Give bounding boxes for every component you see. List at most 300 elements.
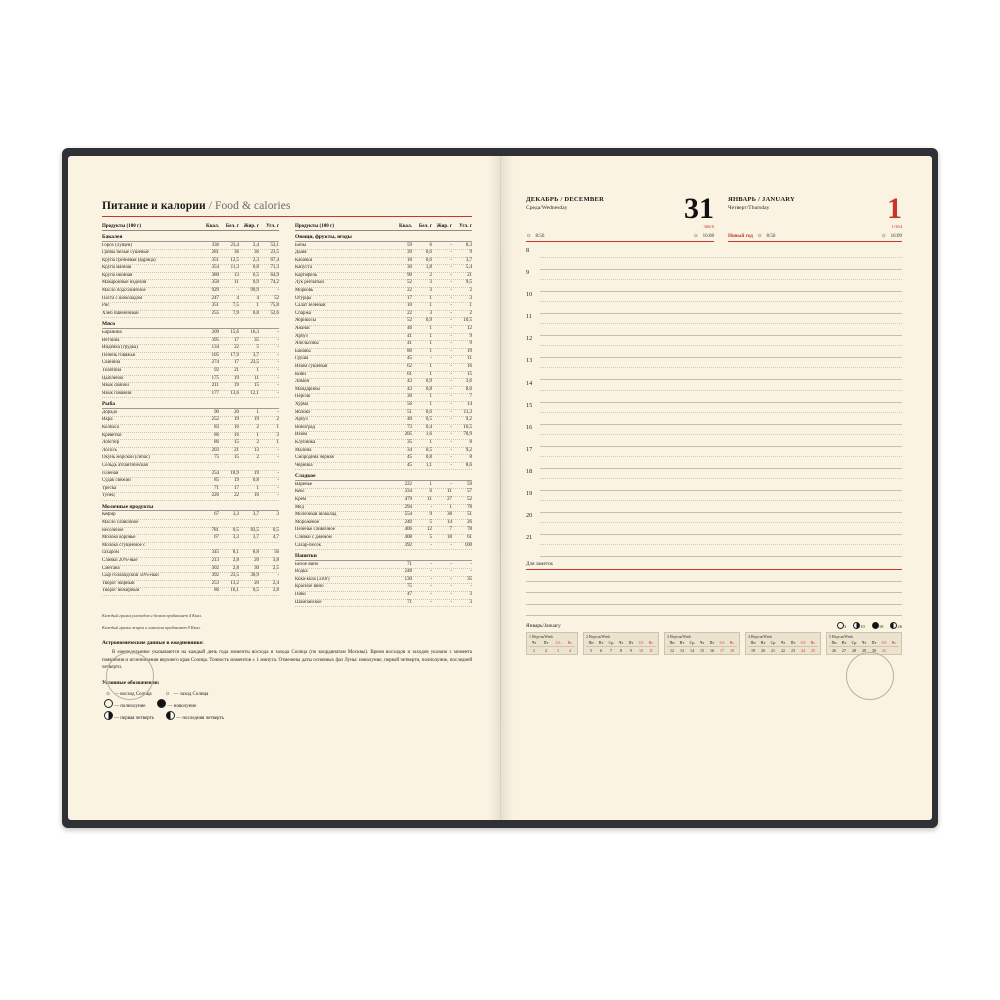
table-row: [295, 535, 472, 543]
cell-fat: 4: [256, 295, 259, 301]
cell-name: Изюм сушеный: [295, 364, 328, 369]
cell-protein: 16: [234, 432, 239, 438]
cell-kkal: 281: [211, 250, 219, 256]
table-row: [102, 280, 279, 288]
cell-fat: -: [450, 462, 452, 468]
hour-writing-lines[interactable]: [540, 268, 902, 290]
week-day[interactable]: 29: [862, 647, 866, 653]
week-day[interactable]: 5: [590, 647, 592, 653]
week-dow: Пт: [871, 639, 877, 645]
moon-legend-item: [872, 622, 884, 629]
cell-carb: -: [277, 383, 279, 389]
table-row: [102, 330, 279, 338]
cell-kkal: 45: [407, 462, 412, 468]
cell-name: Молоко сгущенное с: [102, 542, 146, 548]
cell-carb: 2,4: [272, 580, 279, 586]
notes-line[interactable]: [526, 582, 902, 594]
cell-kkal: 22: [407, 288, 412, 294]
cell-name: Хурма: [295, 401, 309, 407]
cell-kkal: 90: [407, 272, 412, 278]
cell-carb: 61: [467, 534, 472, 540]
table-row: [295, 243, 472, 251]
cell-carb: 10,5: [463, 318, 472, 324]
cell-fat: -: [450, 401, 452, 407]
week-day[interactable]: 30: [872, 647, 876, 653]
cell-protein: 0,6: [425, 409, 432, 415]
hour-writing-lines[interactable]: [540, 423, 902, 445]
day-right-fraction: 1/364: [891, 224, 902, 229]
hour-label: 15: [526, 401, 533, 409]
cell-fat: -: [450, 409, 452, 415]
hour-label: 9: [526, 269, 530, 277]
hour-row[interactable]: [526, 423, 902, 445]
table-row: [102, 573, 279, 581]
hour-writing-lines[interactable]: [540, 445, 902, 467]
table-row: [295, 543, 472, 551]
cell-fat: -: [450, 394, 452, 400]
week-day[interactable]: 9: [630, 647, 632, 653]
page-title-ru: Питание и калории: [102, 200, 206, 212]
week-dow: Пн: [669, 639, 675, 645]
cell-carb: 16,5: [463, 424, 472, 430]
hour-row[interactable]: [526, 312, 902, 334]
week-day[interactable]: 24: [801, 647, 805, 653]
cell-name: Икра: [102, 417, 113, 423]
week-day[interactable]: 13: [680, 647, 684, 653]
food-tables: [102, 224, 472, 607]
cell-fat: -: [450, 310, 452, 316]
cell-name: Бананы: [295, 348, 311, 354]
cell-protein: 1,8: [425, 265, 432, 271]
table-row: [102, 566, 279, 574]
first-quarter-icon: [102, 711, 114, 723]
astro-text: В еженедельнике указываются на каждый день года моменты восхода и захода Солнца (по координатам Москвы). Время восходов и заходов указано с момента появления и исчезновения верхнего края Солнца. Точность моментов ± 1 минута. Отмечены даты основных фаз Луны: новолуние, первой четверти, полнолуние, последней четверти.: [102, 650, 472, 671]
cell-name: Капуста: [295, 265, 312, 271]
cell-fat: -: [450, 288, 452, 294]
cell-name: Дорадо: [102, 409, 118, 415]
cell-carb: 35: [467, 576, 472, 582]
week-day[interactable]: 4: [569, 647, 571, 653]
cell-carb: 9: [469, 333, 472, 339]
week-label: 5 Неделя/Week: [829, 634, 854, 639]
hour-writing-lines[interactable]: [540, 334, 902, 356]
cell-kkal: 75: [407, 584, 412, 590]
hour-row[interactable]: [526, 511, 902, 533]
week-day[interactable]: 18: [730, 647, 734, 653]
cell-fat: [239, 520, 259, 527]
table-row: [102, 440, 279, 448]
cell-name: Тунец: [102, 493, 115, 499]
day-left-number: 31: [684, 192, 714, 225]
cell-kkal: 22: [407, 310, 412, 316]
table-row: [102, 288, 279, 296]
cell-fat: 11: [447, 489, 452, 495]
week-day[interactable]: 6: [600, 647, 602, 653]
cell-protein: 19: [234, 375, 239, 381]
week-day[interactable]: 15: [700, 647, 704, 653]
week-day[interactable]: 2: [545, 647, 547, 653]
note-line-2: Каждый грамм жиров и алкоголя прибавляет 9 Ккал.: [102, 625, 201, 631]
week-day[interactable]: 12: [670, 647, 674, 653]
cell-fat: 3,7: [252, 352, 259, 358]
cell-name: Крупа манная: [102, 265, 131, 271]
table-row: [295, 288, 472, 296]
cell-carb: -: [277, 470, 279, 476]
cell-name: Рис: [102, 303, 110, 309]
cell-carb: -: [277, 447, 279, 453]
cell-carb: 56: [274, 550, 279, 556]
cell-fat: 2,4: [252, 242, 259, 248]
hour-row[interactable]: [526, 268, 902, 290]
cell-name: Молочный шоколад: [295, 512, 337, 518]
week-day-row[interactable]: [529, 646, 575, 653]
hour-writing-lines[interactable]: [540, 467, 902, 489]
cell-kkal: 253: [211, 580, 219, 586]
hour-writing-lines[interactable]: [540, 511, 902, 533]
week-day[interactable]: 27: [842, 647, 846, 653]
table-row: [295, 455, 472, 463]
legend-item: [162, 692, 209, 697]
cell-protein: [219, 520, 239, 527]
cell-fat: 1: [256, 432, 259, 438]
cell-protein: 0,5: [425, 447, 432, 453]
cell-name: Салат зеленый: [295, 303, 326, 309]
hour-writing-lines[interactable]: [540, 379, 902, 401]
table-row: [102, 493, 279, 501]
cell-name: Креветки: [102, 432, 122, 438]
cell-kkal: 274: [211, 360, 219, 366]
cell-carb: 71,3: [270, 265, 279, 271]
week-day-row[interactable]: [667, 646, 737, 653]
cell-protein: 1: [429, 295, 432, 301]
hour-writing-lines[interactable]: [540, 401, 902, 423]
hour-writing-lines[interactable]: [540, 290, 902, 312]
week-dow: Пн: [588, 639, 594, 645]
week-day[interactable]: 21: [771, 647, 775, 653]
table-row: [295, 379, 472, 387]
week-dow: Вт: [679, 639, 685, 645]
mini-calendar-week[interactable]: [745, 632, 821, 655]
cell-protein: 1: [429, 439, 432, 445]
sunrise-icon: ☼: [756, 233, 763, 239]
cell-protein: 7,9: [232, 310, 239, 316]
cell-protein: 16,1: [230, 588, 239, 594]
notes-line[interactable]: [526, 605, 902, 617]
cell-carb: 52,6: [270, 310, 279, 316]
mini-calendar-week[interactable]: [526, 632, 578, 655]
cell-carb: -: [277, 329, 279, 335]
cell-carb: -: [277, 390, 279, 396]
cell-kkal: [199, 463, 219, 470]
week-day[interactable]: 16: [710, 647, 714, 653]
cell-kkal: 40: [407, 417, 412, 423]
week-day[interactable]: 22: [781, 647, 785, 653]
table-header-row: [102, 224, 279, 231]
day-left-sunset: 16:08: [702, 233, 714, 239]
hour-label: 11: [526, 313, 532, 321]
cell-carb: 78: [467, 504, 472, 510]
hour-row[interactable]: [526, 445, 902, 467]
cell-name: Яблоко: [295, 409, 311, 415]
cell-protein: 17,9: [230, 352, 239, 358]
hour-row[interactable]: [526, 467, 902, 489]
cell-carb: 3: [469, 599, 472, 605]
cell-kkal: 240: [404, 519, 412, 525]
cell-kkal: 213: [211, 557, 219, 563]
cell-carb: 26: [467, 519, 472, 525]
cell-fat: -: [450, 439, 452, 445]
table-row: [102, 258, 279, 266]
cell-protein: 0,6: [425, 250, 432, 256]
legend-item-label: — восход Солнца: [114, 692, 152, 698]
cell-kkal: 52: [407, 318, 412, 324]
cell-name: Масло подсолнечное: [102, 288, 146, 294]
day-column-left: [526, 192, 714, 242]
cell-name: Окунь морской (сибас): [102, 455, 150, 461]
cell-name: Мандарины: [295, 386, 320, 392]
cell-carb: 12: [467, 326, 472, 332]
week-dow: Ср: [608, 639, 614, 645]
cell-name: Кока-кола (330г): [295, 576, 330, 582]
page-corner-left: [106, 652, 154, 700]
cell-protein: 22: [234, 345, 239, 351]
week-day[interactable]: 19: [751, 647, 755, 653]
cell-carb: 16: [467, 364, 472, 369]
table-row: [102, 410, 279, 418]
week-day-row[interactable]: [748, 646, 818, 653]
week-day[interactable]: 20: [761, 647, 765, 653]
cell-fat: 13: [254, 447, 259, 453]
cell-kkal: 222: [404, 481, 412, 487]
cell-fat: 2,3: [252, 257, 259, 263]
food-group-heading: Мясо: [102, 321, 279, 329]
table-row: [295, 296, 472, 304]
cell-fat: -: [450, 356, 452, 362]
week-dow-row: [667, 640, 737, 645]
cell-name: Лобстер: [102, 440, 120, 446]
cell-protein: 19: [234, 417, 239, 423]
hour-row[interactable]: [526, 401, 902, 423]
legend-item-label: — полнолуние: [114, 704, 146, 710]
cell-name: Лук репчатый: [295, 280, 325, 286]
cell-name: Дыня: [295, 250, 307, 256]
cell-name: Сахар-песок: [295, 542, 321, 548]
cell-fat: -: [450, 303, 452, 309]
cell-kkal: [199, 543, 219, 550]
legend-list: [102, 690, 472, 723]
page-title: [102, 200, 472, 212]
week-day[interactable]: 7: [610, 647, 612, 653]
cell-carb: 53,1: [270, 242, 279, 248]
cell-fat: 0,8: [252, 478, 259, 484]
note-line-1: Каждый грамм углеводов и белков прибавляет 4 Ккал.: [102, 613, 202, 619]
cell-fat: 16: [254, 493, 259, 499]
notes-line[interactable]: [526, 570, 902, 582]
cell-protein: 1: [429, 364, 432, 369]
cell-kkal: 554: [404, 512, 412, 518]
notes-line[interactable]: [526, 593, 902, 605]
cell-fat: 23,5: [250, 360, 259, 366]
table-row: [295, 250, 472, 258]
hour-writing-lines[interactable]: [540, 246, 902, 268]
table-row: [102, 353, 279, 361]
cell-kkal: 408: [404, 534, 412, 540]
sunset-icon: ☼: [164, 691, 171, 698]
diary-spread: [68, 156, 932, 820]
cell-name: Черника: [295, 462, 313, 468]
notes-lines[interactable]: [526, 570, 902, 616]
cell-fat: 30: [254, 565, 259, 571]
week-day[interactable]: 28: [852, 647, 856, 653]
cell-name: Огурцы: [295, 295, 312, 301]
cell-carb: 9,5: [465, 280, 472, 286]
week-day[interactable]: 14: [690, 647, 694, 653]
cell-protein: -: [430, 504, 432, 510]
week-day-row[interactable]: [586, 646, 656, 653]
hour-writing-lines[interactable]: [540, 533, 902, 555]
day-right-weekday: Четверг/Thursday: [728, 205, 770, 211]
cell-kkal: 406: [404, 527, 412, 533]
table-row: [102, 512, 279, 520]
cell-fat: -: [450, 432, 452, 438]
cell-kkal: 41: [407, 341, 412, 347]
cell-carb: 2: [276, 417, 279, 423]
mini-calendar-week[interactable]: [664, 632, 740, 655]
week-day[interactable]: 31: [882, 647, 886, 653]
week-day[interactable]: 25: [811, 647, 815, 653]
cell-kkal: 86: [214, 432, 219, 438]
hour-label: 18: [526, 467, 533, 475]
cell-carb: -: [277, 478, 279, 484]
cell-kkal: 294: [404, 504, 412, 510]
week-day[interactable]: 17: [720, 647, 724, 653]
hour-row[interactable]: [526, 489, 902, 511]
cell-protein: 1: [429, 481, 432, 487]
day-left-sunrise: 8:56: [535, 233, 545, 239]
table-row: [295, 527, 472, 535]
cell-protein: 15,6: [230, 329, 239, 335]
cell-protein: -: [430, 592, 432, 598]
mini-calendar-week[interactable]: [583, 632, 659, 655]
cell-protein: 1: [429, 303, 432, 309]
hour-writing-lines[interactable]: [540, 489, 902, 511]
week-day[interactable]: 11: [649, 647, 653, 653]
hour-row[interactable]: [526, 533, 902, 555]
day-column-right: [714, 192, 902, 242]
moon-legend-label: 18: [878, 624, 884, 630]
table-row: [102, 463, 279, 471]
week-day[interactable]: 10: [639, 647, 643, 653]
cell-carb: 9,2: [465, 447, 472, 453]
cell-fat: [239, 543, 259, 550]
cell-carb: 11: [467, 356, 472, 362]
cell-kkal: 86: [214, 440, 219, 446]
cell-fat: 35: [254, 337, 259, 343]
hour-row[interactable]: [526, 356, 902, 378]
col-header-carb: Угл. г: [266, 224, 279, 229]
week-dow: Пт: [628, 639, 634, 645]
cell-name: Сливки 20%-ные: [102, 557, 138, 563]
cell-kkal: 30: [407, 265, 412, 271]
week-dow-row: [529, 640, 575, 645]
cell-protein: 6: [429, 489, 432, 495]
cell-carb: 21: [467, 272, 472, 278]
cell-kkal: 67: [214, 535, 219, 541]
cell-protein: 3: [429, 280, 432, 286]
table-row: [295, 356, 472, 364]
cell-protein: 3,3: [232, 512, 239, 518]
hour-slots[interactable]: [526, 246, 902, 555]
hour-row[interactable]: [526, 334, 902, 356]
table-row: [102, 543, 279, 551]
week-day[interactable]: [889, 648, 899, 653]
hour-writing-lines[interactable]: [540, 312, 902, 334]
moon-legend-label: 3: [843, 624, 847, 630]
right-page: [500, 156, 932, 820]
cell-name: Арбуз: [295, 417, 308, 423]
cell-carb: 52: [274, 295, 279, 301]
cell-carb: 9: [469, 341, 472, 347]
moon-legend-item: [890, 622, 902, 629]
hour-writing-lines[interactable]: [540, 356, 902, 378]
table-header-row: [295, 224, 472, 231]
cell-name: Красное вино: [295, 584, 324, 590]
hour-label: 8: [526, 247, 530, 254]
cell-carb: -: [277, 573, 279, 579]
mini-calendar-title: Январь/January: [526, 622, 561, 629]
cell-fat: -: [450, 386, 452, 392]
left-page: [68, 156, 500, 820]
week-day[interactable]: 8: [620, 647, 622, 653]
cell-kkal: 71: [214, 485, 219, 491]
legend-heading: Условные обозначения:: [102, 680, 160, 687]
cell-protein: 12: [427, 527, 432, 533]
cell-name: Лимон: [295, 379, 310, 385]
cell-fat: 27: [447, 497, 452, 502]
week-day[interactable]: 1: [533, 647, 535, 653]
cell-kkal: 56: [407, 401, 412, 407]
cell-protein: 1: [429, 341, 432, 347]
cell-carb: 70,9: [463, 432, 472, 438]
hour-row[interactable]: [526, 379, 902, 401]
day-left-weekday: Среда/Wednesday: [526, 205, 568, 211]
cell-kkal: 35: [407, 439, 412, 445]
cell-kkal: 45: [407, 455, 412, 461]
cell-fat: 6,5: [252, 272, 259, 278]
week-day[interactable]: 26: [832, 647, 836, 653]
week-dow: Вс: [648, 639, 654, 645]
legend-item-label: — последняя четверть: [176, 716, 224, 722]
cell-fat: -: [450, 250, 452, 256]
hour-label: 16: [526, 423, 533, 431]
cell-name: Пиво: [295, 592, 306, 598]
cell-kkal: 45: [407, 356, 412, 362]
week-day[interactable]: 23: [791, 647, 795, 653]
cell-carb: 14: [467, 401, 472, 407]
table-row: [295, 326, 472, 334]
moon-phase-legend: [837, 622, 902, 629]
cell-protein: 16: [234, 424, 239, 430]
cell-fat: -: [450, 295, 452, 301]
cell-kkal: 248: [404, 569, 412, 575]
cell-name: соленая: [102, 470, 119, 476]
table-row: [102, 588, 279, 596]
hour-row[interactable]: [526, 246, 902, 268]
table-row: [295, 592, 472, 600]
week-dow: Ср: [770, 639, 776, 645]
week-day[interactable]: 3: [557, 647, 559, 653]
hour-row[interactable]: [526, 290, 902, 312]
